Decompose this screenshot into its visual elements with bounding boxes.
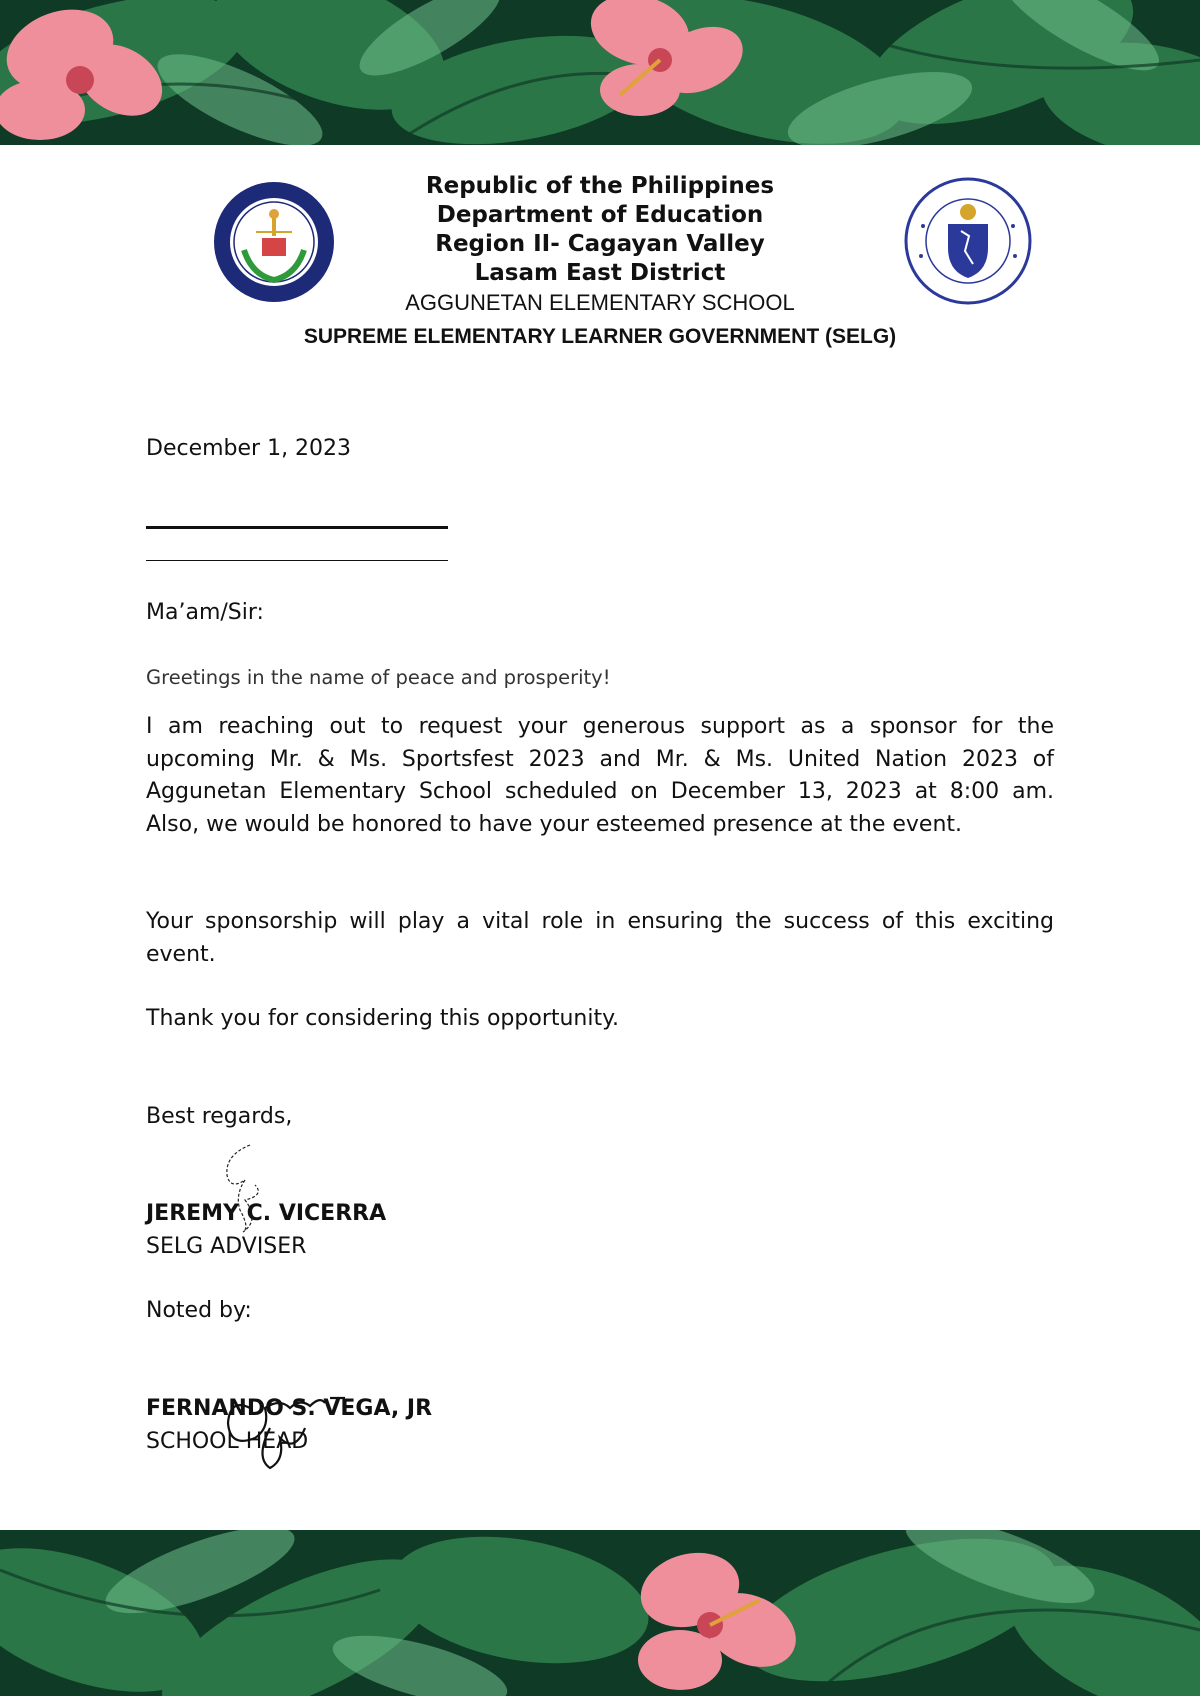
tropical-leaves-image <box>0 0 1200 145</box>
tropical-leaves-image <box>0 1530 1200 1696</box>
top-tropical-banner <box>0 0 1200 145</box>
salutation: Ma’am/Sir: <box>146 600 264 625</box>
signatory-adviser-title: SELG ADVISER <box>146 1234 307 1259</box>
paragraph-text: Your sponsorship will play a vital role in ensuring the success of this exciting event. <box>146 909 1054 967</box>
signatory-head-title: SCHOOL HEAD <box>146 1429 309 1454</box>
signatory-adviser-name: JEREMY C. VICERRA <box>146 1201 387 1226</box>
paragraph-text: I am reaching out to request your generous support as a sponsor for the upcoming Mr. & Ms. Sportsfest 2023 and Mr. & Ms. United Nation 2023 of Aggunetan Elementary School scheduled on December 13, 2023 at 8:00 am. Also, we would be honored to have your esteemed presence at the event. <box>146 714 1054 837</box>
noted-by-label: Noted by: <box>146 1298 252 1323</box>
signatory-head-name: FERNANDO S. VEGA, JR <box>146 1396 433 1421</box>
body-paragraph-thanks <box>146 1003 1054 1036</box>
greeting: Greetings in the name of peace and prosperity! <box>146 666 611 689</box>
header-organization: SUPREME ELEMENTARY LEARNER GOVERNMENT (SELG) <box>303 325 897 348</box>
header-school-name: AGGUNETAN ELEMENTARY SCHOOL <box>405 290 795 315</box>
paragraph-text: Thank you for considering this opportunity. <box>146 1006 619 1031</box>
header-region: Region II- Cagayan Valley <box>435 231 765 257</box>
closing: Best regards, <box>146 1104 293 1129</box>
body-paragraph-request <box>146 711 1054 841</box>
recipient-name-blank <box>146 526 448 529</box>
body-paragraph-sponsorship <box>146 906 1054 971</box>
letter-date: December 1, 2023 <box>146 436 352 461</box>
header-district: Lasam East District <box>474 260 726 286</box>
recipient-title-blank <box>146 560 448 561</box>
header-republic: Republic of the Philippines <box>425 173 775 199</box>
header-department: Department of Education <box>436 202 764 228</box>
letterhead <box>200 172 1000 288</box>
bottom-tropical-banner <box>0 1530 1200 1696</box>
